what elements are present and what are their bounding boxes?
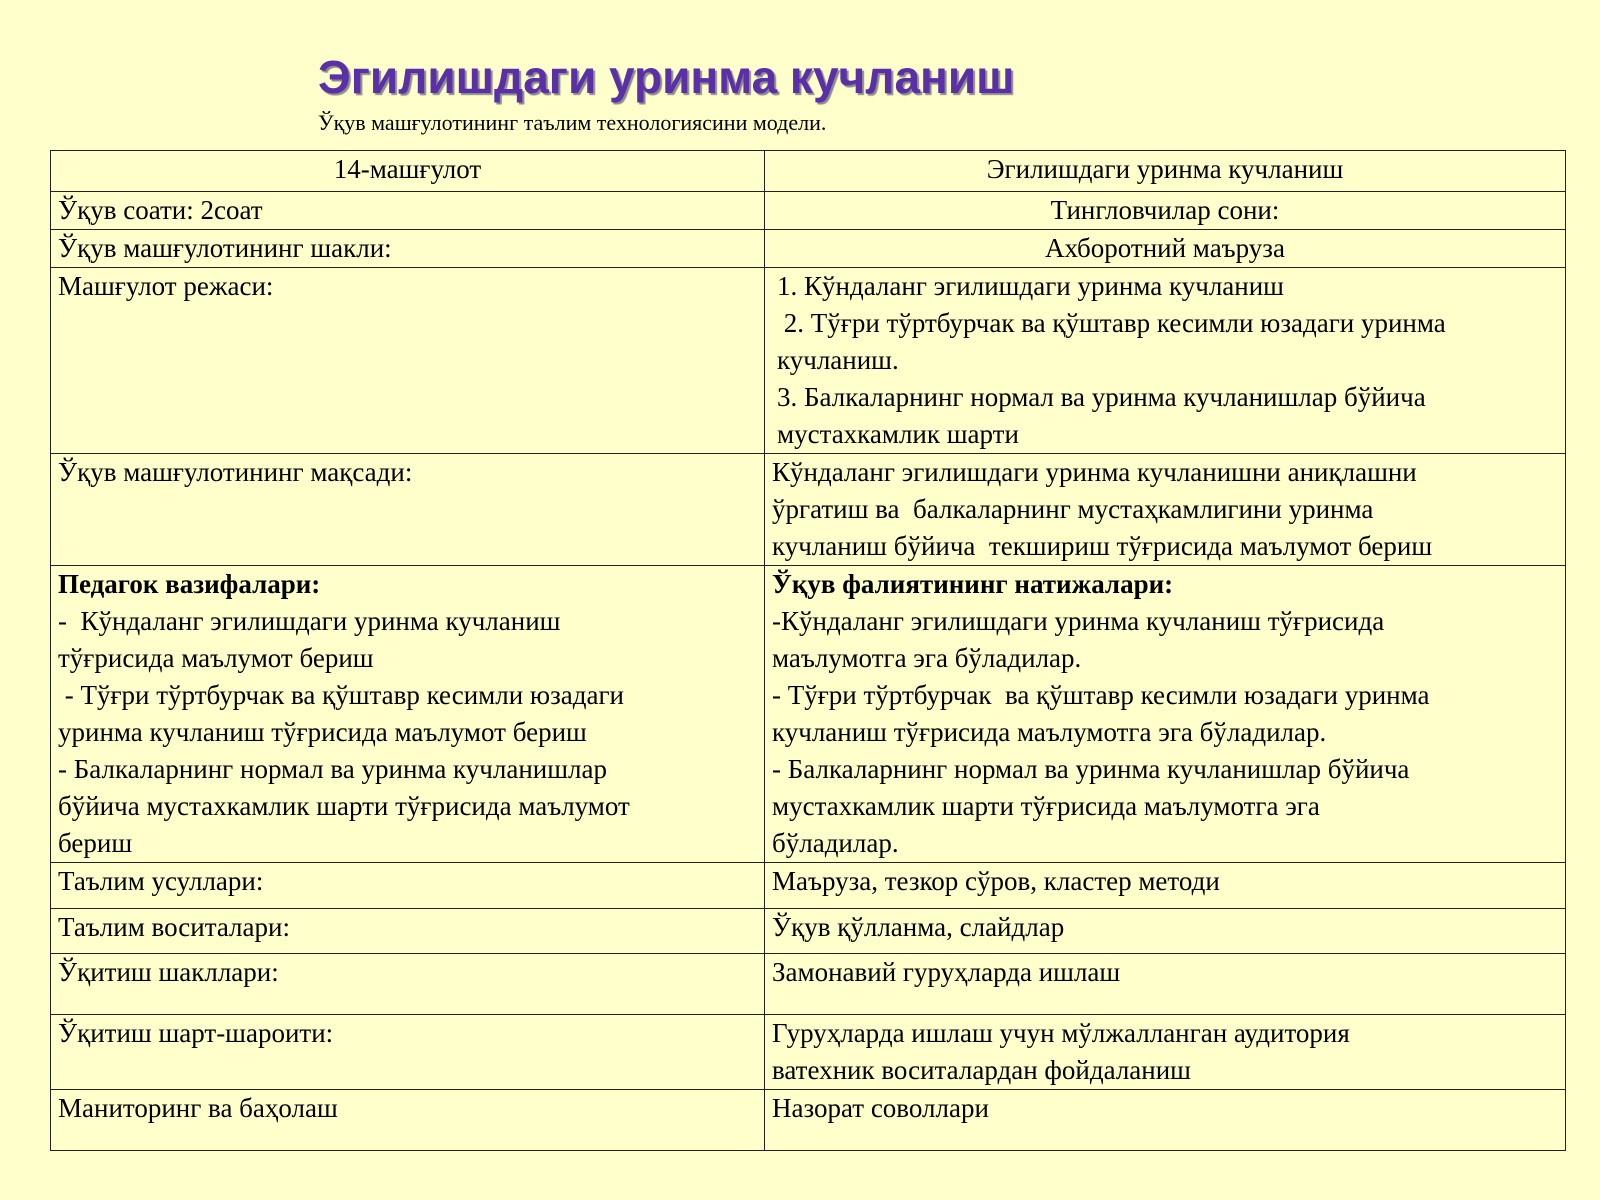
conditions-value-cell bbox=[765, 1015, 1566, 1090]
table-row-plan bbox=[51, 268, 1566, 454]
learning-result-line: -Кўндаланг эгилишдаги уринма кучланиш тўғрисида bbox=[772, 606, 1385, 636]
pedagog-tasks-heading: Педагок вазифалари: bbox=[58, 569, 321, 599]
learning-results-cell bbox=[765, 566, 1566, 863]
table-row-means bbox=[51, 909, 1566, 954]
header-left-cell: 14-машғулот bbox=[51, 151, 765, 192]
plan-line: 2. Тўғри тўртбурчак ва қўштавр кесимли юзадаги уринма bbox=[777, 308, 1446, 338]
pedagog-task-line: тўғрисида маълумот бериш bbox=[58, 643, 374, 673]
goal-line: ўргатиш ва балкаларнинг мустаҳкамлигини уринма bbox=[772, 494, 1374, 524]
page-title: Эгилишдаги уринма кучланиш bbox=[318, 51, 1015, 103]
table-row-header bbox=[51, 151, 1566, 192]
table-row-tasks bbox=[51, 566, 1566, 863]
conditions-label-cell: Ўқитиш шарт-шароити: bbox=[51, 1015, 765, 1090]
monitoring-value-cell: Назорат соволлари bbox=[765, 1090, 1566, 1151]
table-row-form bbox=[51, 230, 1566, 268]
form-value-cell: Ахборотний маъруза bbox=[765, 230, 1566, 268]
goal-line: Кўндаланг эгилишдаги уринма кучланишни аниқлашни bbox=[772, 457, 1417, 487]
table-row-conditions bbox=[51, 1015, 1566, 1090]
teach-forms-label-cell: Ўқитиш шакллари: bbox=[51, 954, 765, 1015]
means-label-cell: Таълим воситалари: bbox=[51, 909, 765, 954]
form-label-cell: Ўқув машғулотининг шакли: bbox=[51, 230, 765, 268]
learning-result-line: - Тўғри тўртбурчак ва қўштавр кесимли юзадаги уринма bbox=[772, 680, 1430, 710]
pedagog-task-line: уринма кучланиш тўғрисида маълумот бериш bbox=[58, 717, 587, 747]
goal-line: кучланиш бўйича текшириш тўғрисида маълумот бериш bbox=[772, 531, 1433, 561]
means-value-cell: Ўқув қўлланма, слайдлар bbox=[765, 909, 1566, 954]
pedagog-task-line: бўйича мустахкамлик шарти тўғрисида маълумот bbox=[58, 791, 630, 821]
listeners-count-cell: Тингловчилар сони: bbox=[765, 192, 1566, 230]
plan-label-cell: Машғулот режаси: bbox=[51, 268, 765, 454]
plan-value-cell bbox=[765, 268, 1566, 454]
learning-results-heading: Ўқув фалиятининг натижалари: bbox=[772, 569, 1174, 599]
pedagog-task-line: - Балкаларнинг нормал ва уринма кучланишлар bbox=[58, 754, 607, 784]
learning-result-line: бўладилар. bbox=[772, 828, 899, 858]
methods-label-cell: Таълим усуллари: bbox=[51, 863, 765, 909]
header-right-cell: Эгилишдаги уринма кучланиш bbox=[765, 151, 1566, 192]
table-row-goal bbox=[51, 454, 1566, 566]
conditions-line: Гуруҳларда ишлаш учун мўлжалланган аудитория bbox=[772, 1018, 1350, 1048]
table-row-hours bbox=[51, 192, 1566, 230]
table-row-methods bbox=[51, 863, 1566, 909]
learning-result-line: мустахкамлик шарти тўғрисида маълумотга эга bbox=[772, 791, 1320, 821]
learning-result-line: кучланиш тўғрисида маълумотга эга бўладилар. bbox=[772, 717, 1327, 747]
monitoring-label-cell: Маниторинг ва баҳолаш bbox=[51, 1090, 765, 1151]
table-row-monitoring bbox=[51, 1090, 1566, 1151]
plan-line: 1. Кўндаланг эгилишдаги уринма кучланиш bbox=[777, 271, 1284, 301]
plan-line: мустахкамлик шарти bbox=[777, 419, 1019, 449]
methods-value-cell: Маъруза, тезкор сўров, кластер методи bbox=[765, 863, 1566, 909]
page-subtitle: Ўқув машғулотининг таълим технологиясини модели. bbox=[318, 110, 827, 135]
lesson-model-table bbox=[50, 150, 1566, 1151]
goal-label-cell: Ўқув машғулотининг мақсади: bbox=[51, 454, 765, 566]
conditions-line: ватехник воситалардан фойдаланиш bbox=[772, 1055, 1191, 1085]
teach-forms-value-cell: Замонавий гуруҳларда ишлаш bbox=[765, 954, 1566, 1015]
plan-line: 3. Балкаларнинг нормал ва уринма кучланишлар бўйича bbox=[777, 382, 1426, 412]
learning-result-line: - Балкаларнинг нормал ва уринма кучланишлар бўйича bbox=[772, 754, 1410, 784]
pedagog-task-line: - Кўндаланг эгилишдаги уринма кучланиш bbox=[58, 606, 561, 636]
pedagog-task-line: - Тўғри тўртбурчак ва қўштавр кесимли юзадаги bbox=[58, 680, 624, 710]
goal-value-cell bbox=[765, 454, 1566, 566]
pedagog-tasks-cell bbox=[51, 566, 765, 863]
hours-label-cell: Ўқув соати: 2соат bbox=[51, 192, 765, 230]
plan-line: кучланиш. bbox=[777, 345, 899, 375]
table-row-teach-forms bbox=[51, 954, 1566, 1015]
learning-result-line: маълумотга эга бўладилар. bbox=[772, 643, 1082, 673]
pedagog-task-line: бериш bbox=[58, 828, 133, 858]
